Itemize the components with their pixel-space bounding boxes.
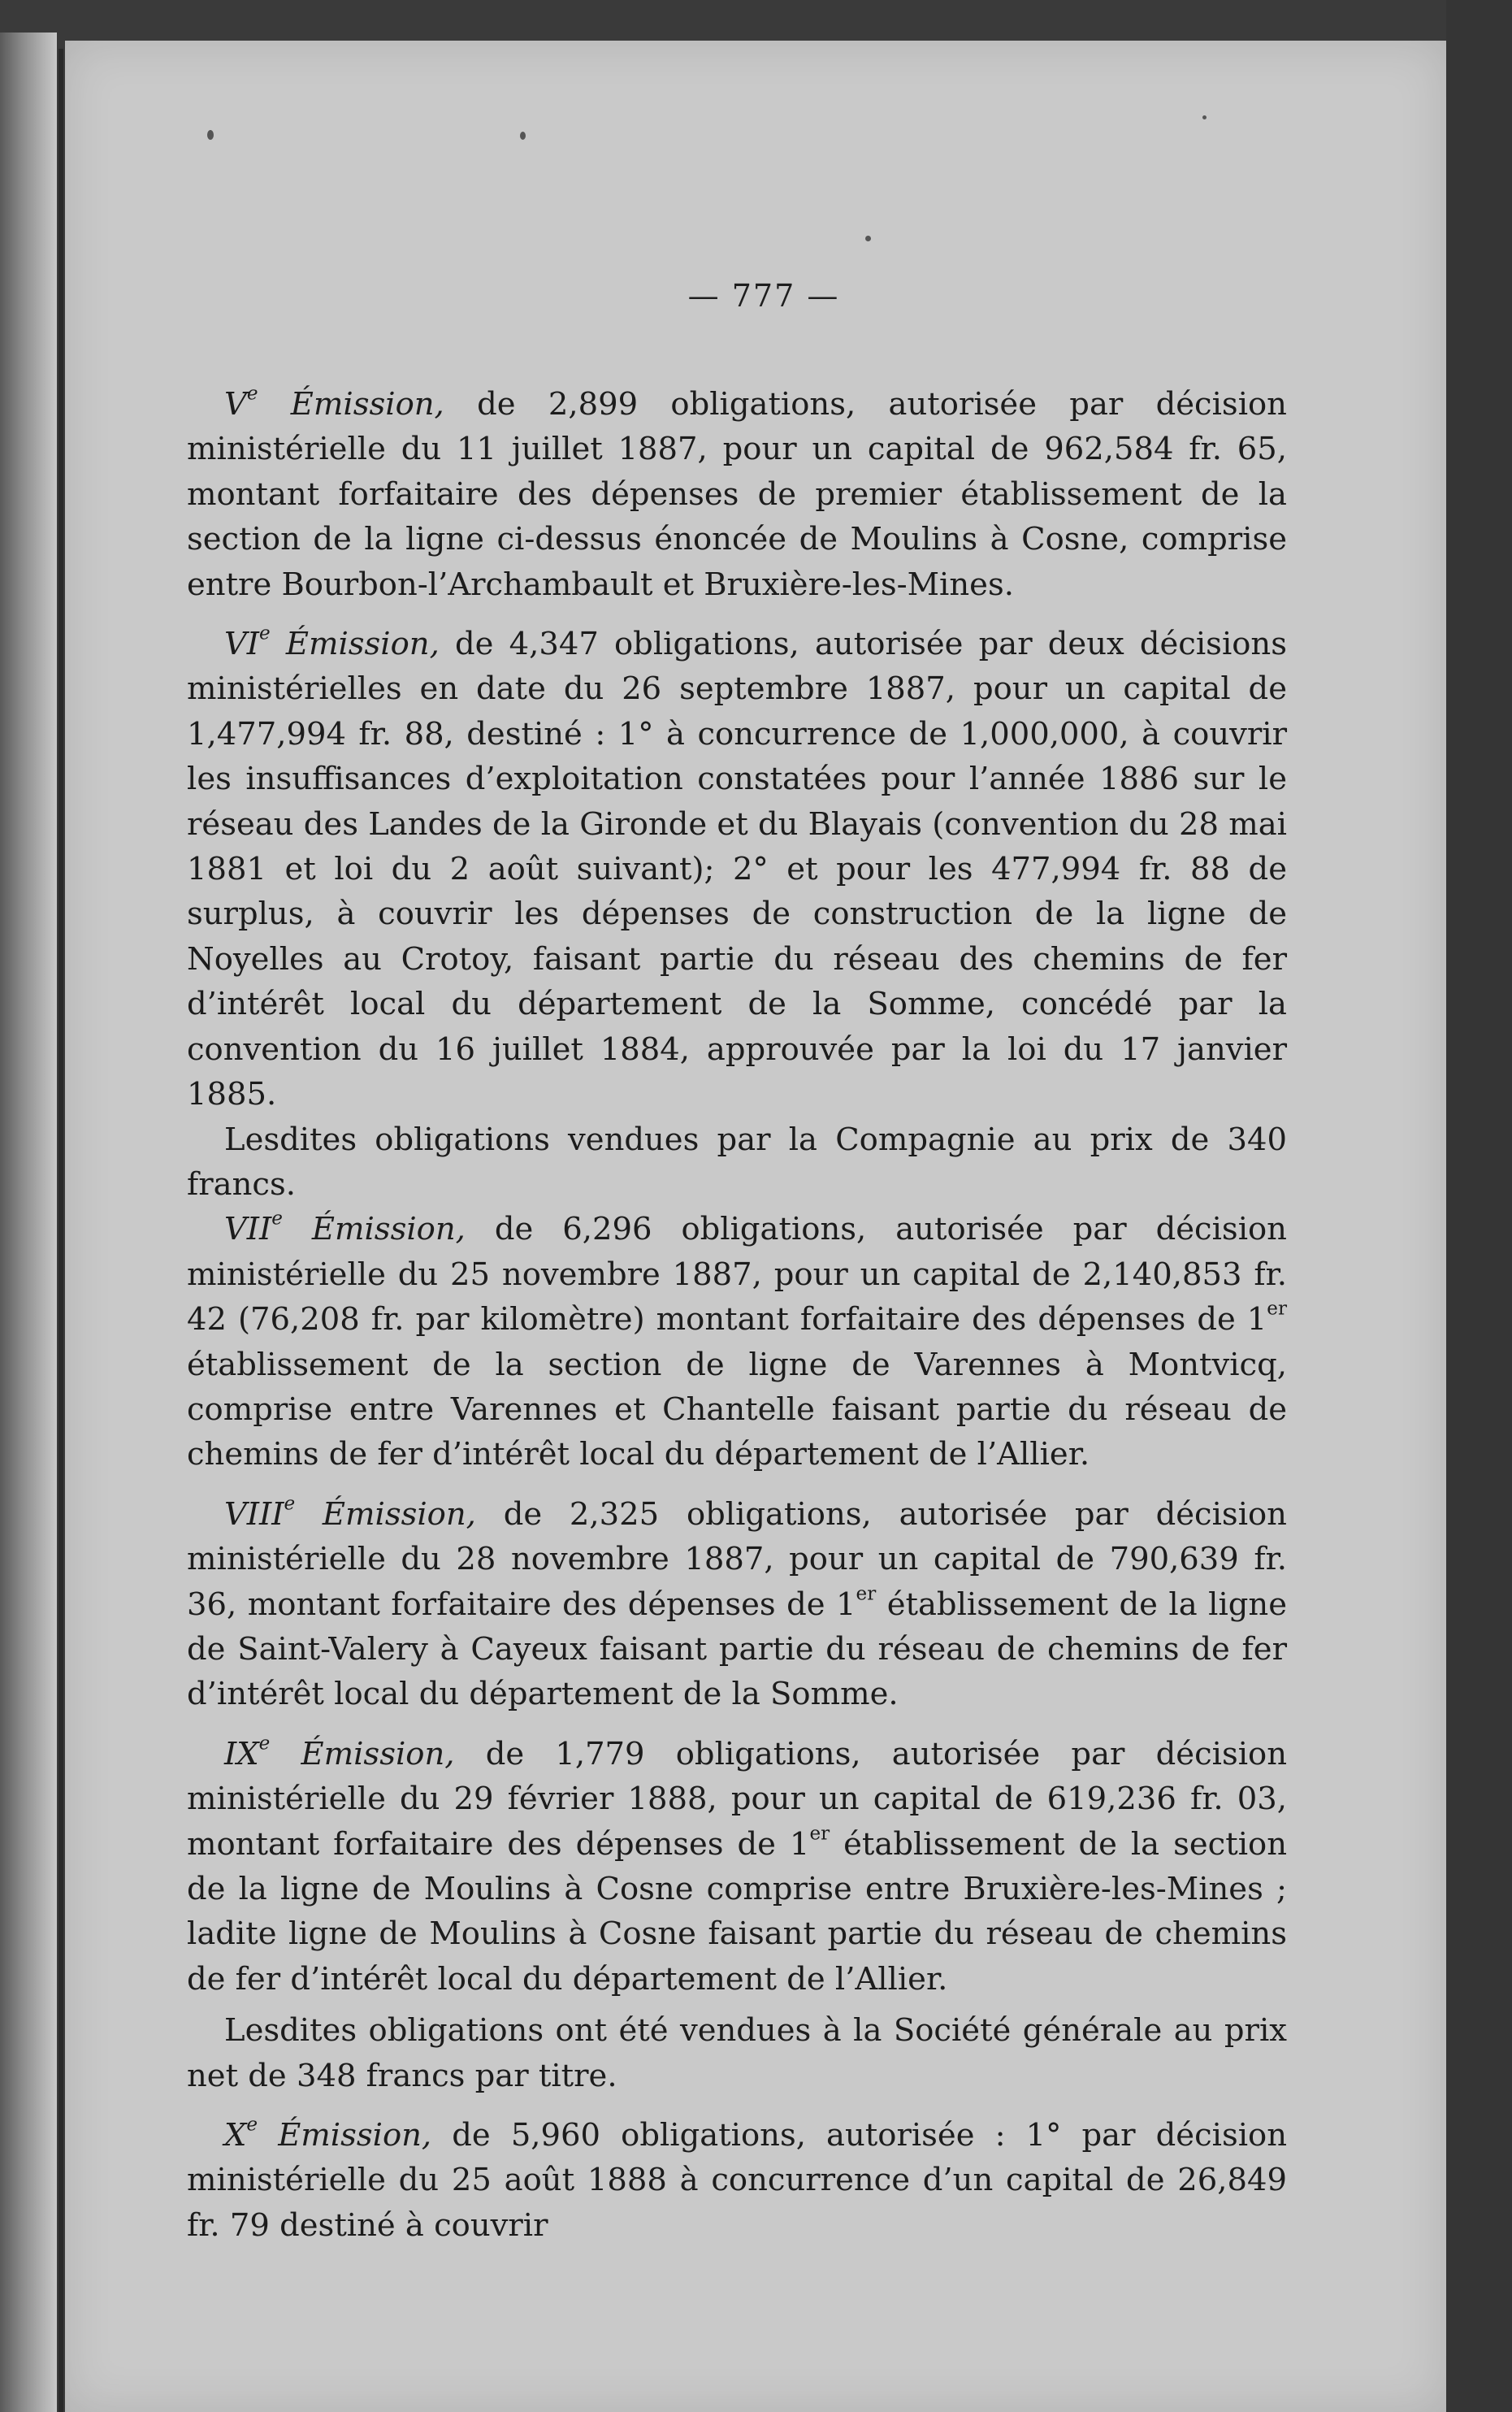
scan-background-right (1446, 0, 1512, 2412)
previous-page-edge (0, 33, 57, 2412)
paragraph-text: Lesdites obligations ont été vendues à la Société générale au prix net de 348 francs par titre. (187, 2012, 1287, 2094)
paragraph-text: de 4,347 obligations, autorisée par deux décisions ministérielles en date du 26 septembre 1887, pour un capital de 1,477,994 fr. 88, destiné : 1° à concurrence de 1,000,000, à couvrir les insuffisances d’exploitation constatées pour l’année 1886 sur le réseau des Landes de la Gironde et du Blayais (convention du 28 mai 1881 et loi du 2 août suivant); 2° et pour les 477,994 fr. 88 de surplus, à couvrir les dépenses de construction de la ligne de Noyelles au Crotoy, faisant partie du réseau des chemins de fer d’intérêt local du département de la Somme, concédé par la convention du 16 juillet 1884, approuvée par la loi du 17 janvier 1885. (187, 626, 1287, 1113)
superscript: er (809, 1823, 830, 1845)
paragraph-emission-8 (187, 1492, 1287, 1717)
paragraph-emission-9 (187, 1732, 1287, 2002)
book-page (65, 41, 1446, 2412)
paper-speck (865, 236, 871, 241)
paragraph-text: établissement de la section de ligne de Varennes à Montvicq, comprise entre Varennes et Chantelle faisant partie du réseau de chemins de fer d’intérêt local du département de l’Allier. (187, 1346, 1287, 1473)
paper-speck (1202, 115, 1207, 119)
body-text (187, 382, 1287, 2248)
paragraph-sale-note-1 (187, 1117, 1287, 1208)
emission-ordinal: VIe Émission, (224, 623, 440, 663)
paragraph-text: de 2,899 obligations, autorisée par décision ministérielle du 11 juillet 1887, pour un capital de 962,584 fr. 65, montant forfaitaire des dépenses de premier établissement de la section de la ligne ci-dessus énoncée de Moulins à Cosne, comprise entre Bourbon-l’Archambault et Bruxière-les-Mines. (187, 386, 1287, 603)
paragraph-text: de 5,960 obligations, autorisée : 1° par décision ministérielle du 25 août 1888 à concurrence d’un capital de 26,849 fr. 79 destiné à couvrir (187, 2117, 1287, 2244)
paragraph-emission-7 (187, 1207, 1287, 1477)
paragraph-emission-6 (187, 622, 1287, 1117)
paragraph-emission-5 (187, 382, 1287, 607)
paragraph-text: de 6,296 obligations, autorisée par décision ministérielle du 25 novembre 1887, pour un capital de 2,140,853 fr. 42 (76,208 fr. par kilomètre) montant forfaitaire des dépenses de 1 (187, 1211, 1287, 1338)
paper-speck (207, 130, 214, 140)
paragraph-text: établissement de la section de la ligne de Moulins à Cosne comprise entre Bruxière-les-Mines ; ladite ligne de Moulins à Cosne faisant partie du réseau de chemins de fer d’intérêt local du département de l’Allier. (187, 1825, 1287, 1998)
paper-speck (520, 132, 526, 140)
paragraph-text: Lesdites obligations vendues par la Compagnie au prix de 340 francs. (187, 1121, 1287, 1203)
emission-ordinal: Xe Émission, (224, 2114, 432, 2154)
binding-shadow (58, 49, 63, 2412)
paragraph-text: de 2,325 obligations, autorisée par décision ministérielle du 28 novembre 1887, pour un capital de 790,639 fr. 36, montant forfaitaire des dépenses de 1 (187, 1495, 1287, 1623)
emission-ordinal: VIIe Émission, (224, 1208, 466, 1248)
emission-ordinal: VIIIe Émission, (224, 1493, 476, 1533)
superscript: er (856, 1583, 877, 1605)
paragraph-sale-note-2 (187, 2008, 1287, 2098)
paragraph-emission-10 (187, 2113, 1287, 2248)
emission-ordinal: IXe Émission, (224, 1733, 455, 1772)
paragraph-text: établissement de la ligne de Saint-Valery à Cayeux faisant partie du réseau de chemins de fer d’intérêt local du département de la Somme. (187, 1586, 1287, 1713)
emission-ordinal: Ve Émission, (224, 383, 444, 423)
paragraph-text: de 1,779 obligations, autorisée par décision ministérielle du 29 février 1888, pour un capital de 619,236 fr. 03, montant forfaitaire des dépenses de 1 (187, 1735, 1287, 1863)
superscript: er (1267, 1298, 1287, 1320)
page-number: — 777 — (687, 278, 840, 314)
